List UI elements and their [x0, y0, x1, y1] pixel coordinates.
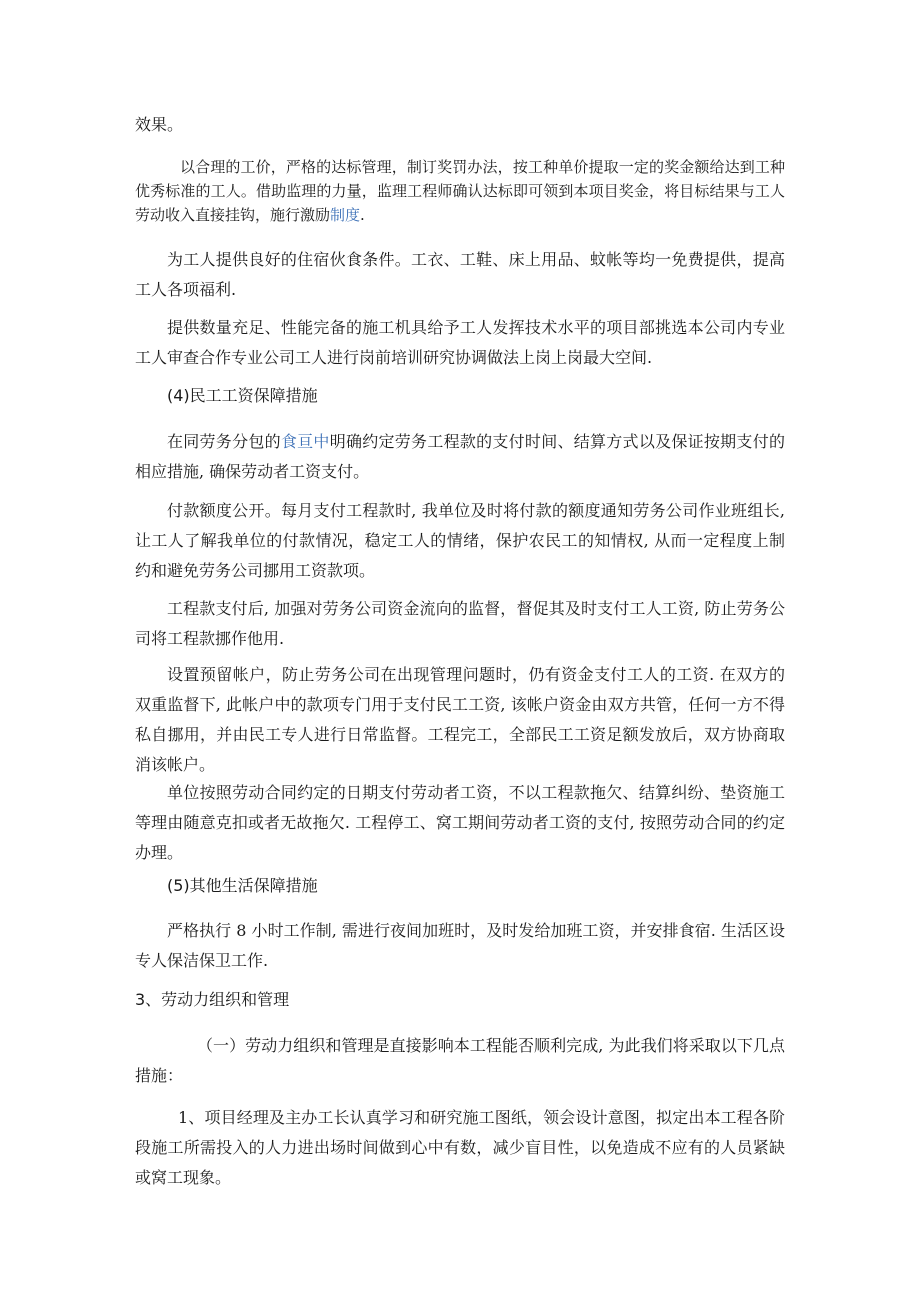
paragraph: 严格执行 8 小时工作制, 需进行夜间加班时，及时发给加班工资，并安排食宿. 生活区设专人保洁保卫工作. [135, 921, 785, 970]
paragraph: 设置预留帐户，防止劳务公司在出现管理问题时，仍有资金支付工人的工资. 在双方的双重监督下, 此帐户中的款项专门用于支付民工工资, 该帐户资金由双方共管，任何一方不得私自挪用，并由民工专人进行日常监督。工程完工，全部民工工资足额发放后，双方协商取消该帐户。 [135, 665, 785, 774]
section-heading: (5)其他生活保障措施 [167, 876, 318, 895]
paragraph: 单位按照劳动合同约定的日期支付劳动者工资，不以工程款拖欠、结算纠纷、垫资施工等理由随意克扣或者无故拖欠. 工程停工、窝工期间劳动者工资的支付, 按照劳动合同的约定办理。 [135, 783, 785, 862]
paragraph: 付款额度公开。每月支付工程款时, 我单位及时将付款的额度通知劳务公司作业班组长, 让工人了解我单位的付款情况，稳定工人的情绪，保护农民工的知情权, 从而一定程度上制约和避免劳务公司挪用工资款项。 [135, 501, 785, 580]
paragraph: （一）劳动力组织和管理是直接影响本工程能否顺利完成, 为此我们将采取以下几点措施： [135, 1036, 785, 1085]
paragraph [135, 427, 785, 487]
paragraph: 为工人提供良好的住宿伙食条件。工衣、工鞋、床上用品、蚊帐等均一免费提供，提高工人各项福利. [135, 250, 785, 299]
paragraph: 1、项目经理及主办工长认真学习和研究施工图纸，领会设计意图，拟定出本工程各阶段施工所需投入的人力进出场时间做到心中有数，减少盲目性，以免造成不应有的人员紧缺或窝工现象。 [135, 1108, 785, 1187]
paragraph: 提供数量充足、性能完备的施工机具给予工人发挥技术水平的项目部挑选本公司内专业工人审查合作专业公司工人进行岗前培训研究协调做法上岗上岗最大空间. [135, 318, 785, 367]
paragraph-text: . [360, 206, 365, 224]
paragraph-text: 在同劳务分包的 [167, 432, 281, 451]
paragraph-text: 明确约定劳务工程款的支付时间、结算方式以及保证按期支付的相应措施, 确保劳动者工资支付。 [135, 432, 785, 481]
inline-link[interactable]: 制度 [330, 206, 361, 224]
paragraph-text: 以合理的工价，严格的达标管理，制订奖罚办法，按工种单价提取一定的奖金额给达到工种优秀标准的工人。借助监理的力量，监理工程师确认达标即可领到本项目奖金，将目标结果与工人劳动收入直接挂钩，施行激励 [135, 158, 785, 224]
inline-link[interactable]: 食亘中 [280, 432, 330, 451]
paragraph: 工程款支付后, 加强对劳务公司资金流向的监督，督促其及时支付工人工资, 防止劳务公司将工程款挪作他用. [135, 599, 785, 648]
section-heading: 3、劳动力组织和管理 [135, 990, 290, 1009]
paragraph: 效果。 [135, 115, 184, 134]
section-heading: (4)民工工资保障措施 [167, 386, 318, 405]
paragraph [135, 155, 785, 227]
